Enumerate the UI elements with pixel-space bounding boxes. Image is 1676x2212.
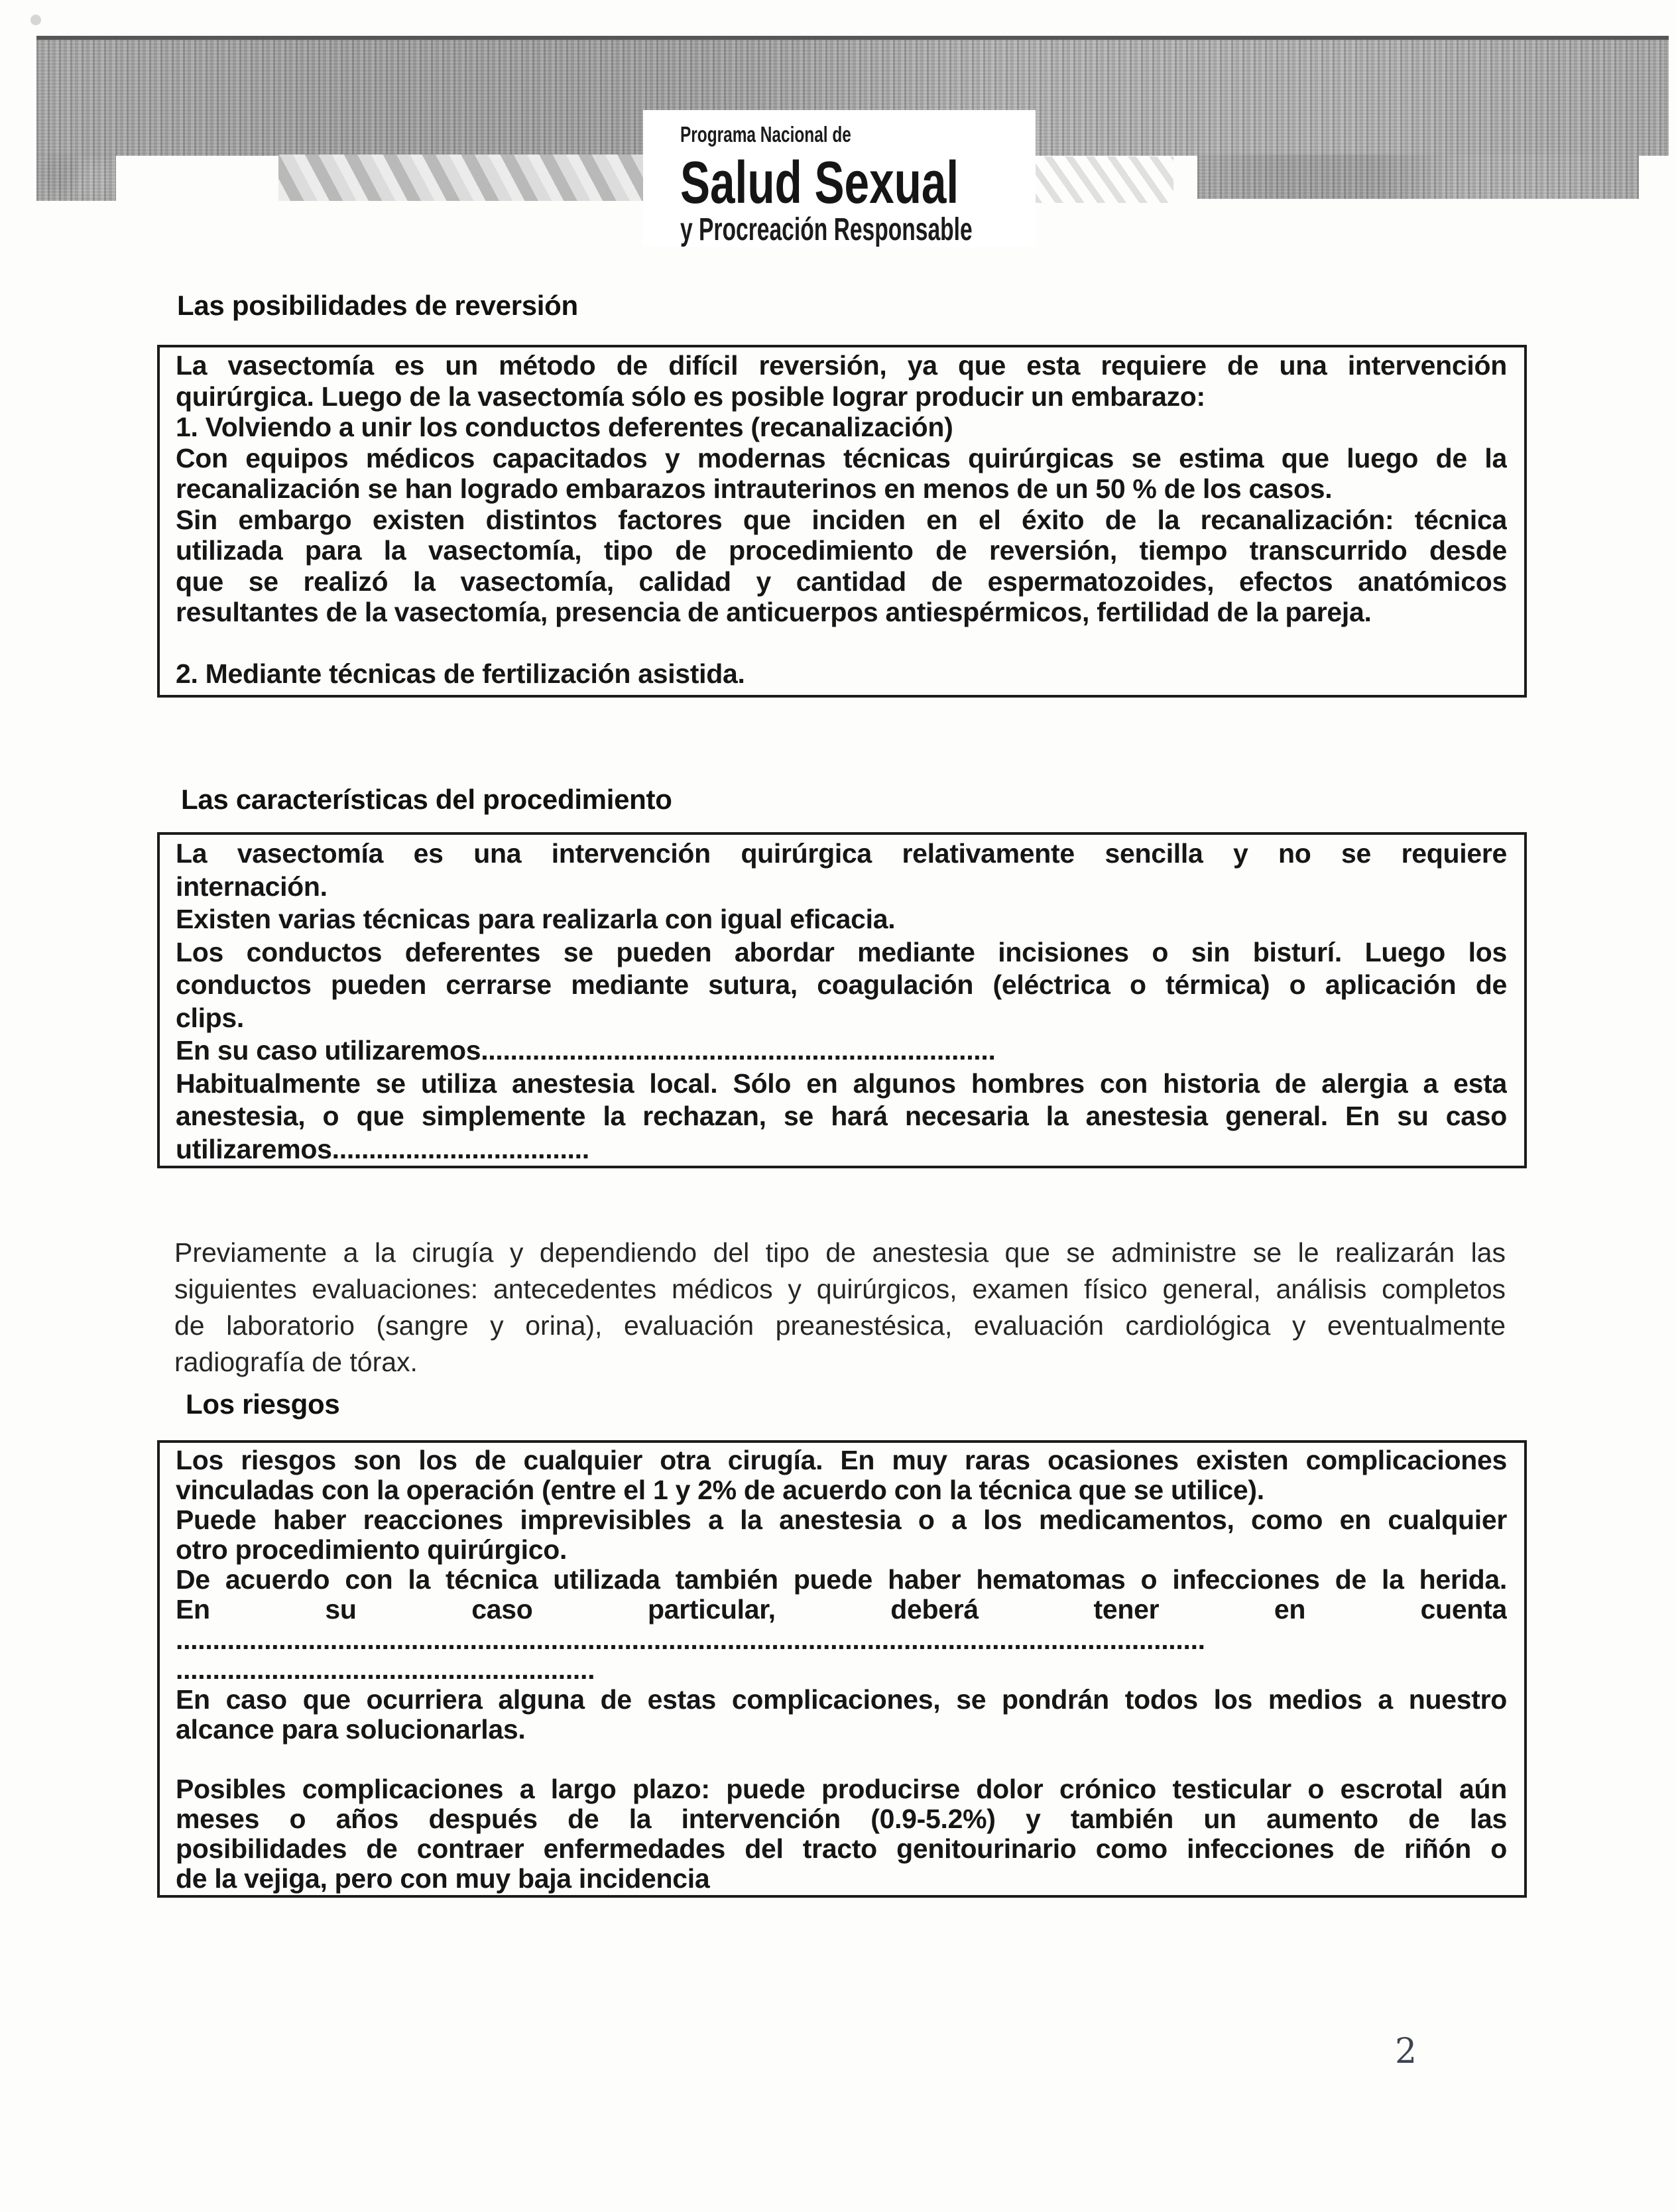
text-line: utilizada para la vasectomía, tipo de procedimiento de reversión, tiempo transcurrido desde [176,535,1507,566]
text-line: ............................................................................................................................................ [176,1625,1205,1655]
text-line: utilizaremos................................... [176,1133,589,1164]
text-line: Existen varias técnicas para realizarla con igual eficacia. [176,904,896,934]
section-heading-procedure: Las características del procedimiento [181,784,672,815]
section-heading-reversion: Las posibilidades de reversión [177,290,578,321]
text-line: otro procedimiento quirúrgico. [176,1535,568,1566]
risks-info-box [157,1440,1527,1898]
text-line: 2. Mediante técnicas de fertilización asistida. [176,658,745,689]
text-line: que se realizó la vasectomía, calidad y cantidad de espermatozoides, efectos anatómicos [176,566,1507,597]
text-line: En caso que ocurriera alguna de estas complicaciones, se pondrán todos los medios a nuestro [176,1684,1507,1715]
banner-photo-light-area [278,154,648,201]
text-line [176,1745,1507,1774]
text-line: Habitualmente se utiliza anestesia local. Sólo en algunos hombres con historia de alergia a esta [176,1068,1507,1099]
banner-photo-faint-streaks [1034,156,1173,203]
scan-speck [30,15,41,25]
page-number: 2 [1395,2032,1417,2071]
text-line: Con equipos médicos capacitados y modernas técnicas quirúrgicas se estima que luego de la [176,442,1507,473]
program-logo [643,110,1036,247]
text-line: Los conductos deferentes se pueden abordar mediante incisiones o sin bisturí. Luego los [176,936,1507,967]
text-line: Los riesgos son los de cualquier otra cirugía. En muy raras ocasiones existen complicaciones [176,1445,1507,1475]
text-line: quirúrgica. Luego de la vasectomía sólo es posible lograr producir un embarazo: [176,381,1205,412]
text-line: resultantes de la vasectomía, presencia de anticuerpos antiespérmicos, fertilidad de la pareja. [176,597,1372,627]
text-line: siguientes evaluaciones: antecedentes médicos y quirúrgicos, examen físico general, análisis completos [174,1274,1506,1304]
reversion-info-box [157,345,1527,698]
text-line: La vasectomía es un método de difícil reversión, ya que esta requiere de una intervención [176,350,1507,381]
text-line: radiografía de tórax. [174,1347,418,1377]
text-line: Sin embargo existen distintos factores que inciden en el éxito de la recanalización: técnica [176,504,1507,535]
text-line: En su caso particular, deberá tener en cuenta [176,1595,1507,1625]
logo-program-line: Programa Nacional de [680,122,851,147]
banner-photo-lower-right [1197,154,1639,199]
text-line: ......................................................... [176,1654,595,1685]
text-line: posibilidades de contraer enfermedades del tracto genitourinario como infecciones de riñón o [176,1834,1507,1865]
text-line: conductos pueden cerrarse mediante sutura, coagulación (eléctrica o térmica) o aplicación de [176,969,1507,1000]
text-line: Posibles complicaciones a largo plazo: puede producirse dolor crónico testicular o escrotal aún [176,1774,1507,1805]
text-line [176,628,1507,659]
text-line: recanalización se han logrado embarazos intrauterinos en menos de un 50 % de los casos. [176,473,1333,504]
text-line: vinculadas con la operación (entre el 1 y 2% de acuerdo con la técnica que se utilice). [176,1475,1264,1506]
logo-title: Salud Sexual [680,150,959,216]
text-line: Previamente a la cirugía y dependiendo del tipo de anestesia que se administre se le realizarán las [174,1237,1506,1268]
section-heading-risks: Los riesgos [186,1388,340,1420]
logo-subtitle: y Procreación Responsable [680,212,973,247]
text-line: En su caso utilizaremos...................................................................... [176,1035,996,1066]
pre-surgery-paragraph [174,1235,1506,1381]
text-line: anestesia, o que simplemente la rechazan, se hará necesaria la anestesia general. En su caso [176,1101,1507,1131]
text-line: alcance para solucionarlas. [176,1714,526,1745]
text-line: clips. [176,1002,245,1033]
text-line: Puede haber reacciones imprevisibles a la anestesia o a los medicamentos, como en cualquier [176,1505,1507,1536]
procedure-info-box [157,832,1527,1168]
text-line: La vasectomía es una intervención quirúrgica relativamente sencilla y no se requiere [176,838,1507,869]
text-line: 1. Volviendo a unir los conductos deferentes (recanalización) [176,412,953,442]
text-line: meses o años después de la intervención (0.9-5.2%) y también un aumento de las [176,1804,1507,1835]
text-line: de laboratorio (sangre y orina), evaluación preanestésica, evaluación cardiológica y eventualmente [174,1310,1506,1341]
banner-photo-lower-left [36,154,116,201]
text-line: de la vejiga, pero con muy baja incidencia [176,1864,710,1894]
text-line: De acuerdo con la técnica utilizada también puede haber hematomas o infecciones de la herida. [176,1565,1507,1595]
text-line: internación. [176,871,328,902]
